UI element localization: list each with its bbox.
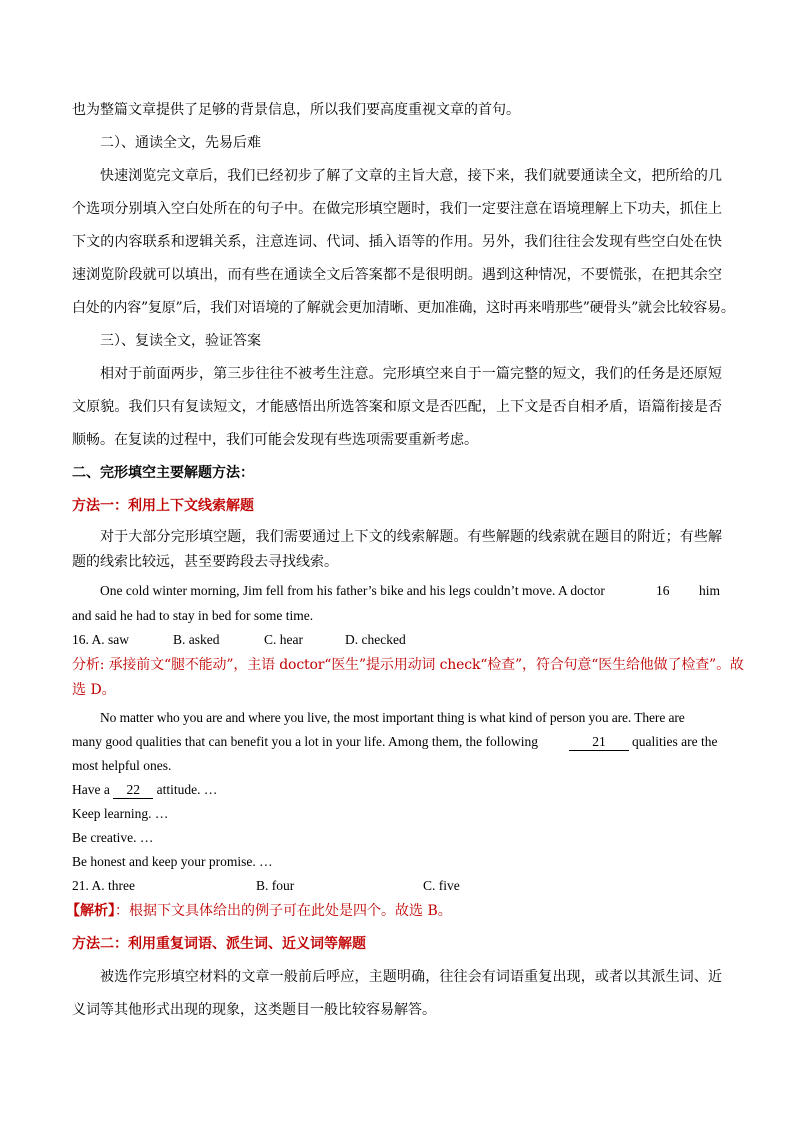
option: 21. A. three	[72, 878, 135, 893]
blank-number: 22	[113, 782, 153, 799]
paragraph-line: 个选项分别填入空白处所在的句子中。在做完形填空题时，我们一定要注意在语境理解上下功夫，抓住上	[72, 201, 722, 217]
example-line: Keep learning. …	[72, 806, 169, 821]
example-line: most helpful ones.	[72, 758, 172, 773]
paragraph-line: 题的线索比较远，甚至要跨段去寻找线索。	[72, 554, 338, 570]
paragraph-line: 对于大部分完形填空题，我们需要通过上下文的线索解题。有些解题的线索就在题目的附近；有些解	[100, 529, 722, 545]
example-line: and said he had to stay in bed for some time.	[72, 608, 314, 623]
example-line	[72, 780, 217, 800]
section-heading: 二）、通读全文，先易后难	[100, 135, 261, 151]
analysis-text: ：根据下文具体给出的例子可在此处是四个。故选 B。	[115, 903, 452, 919]
example-text: attitude. …	[156, 782, 218, 797]
analysis-line: 选 D。	[72, 682, 116, 698]
example-line: No matter who you are and where you live, the most important thing is what kind of person you are. There are	[100, 710, 685, 725]
option: D. checked	[345, 632, 406, 647]
section-heading: 三）、复读全文，验证答案	[100, 333, 261, 349]
example-text: Have a	[72, 782, 110, 797]
example-line	[100, 581, 605, 601]
paragraph-line: 相对于前面两步，第三步往往不被考生注意。完形填空来自于一篇完整的短文，我们的任务是还原短	[100, 366, 722, 382]
blank-21	[569, 732, 629, 752]
method-heading: 方法二：利用重复词语、派生词、近义词等解题	[72, 936, 366, 952]
analysis-line: 分析: 承接前文“腿不能动”，主语 doctor“医生”提示用动词 check“检查”，符合句意“医生给他做了检查”。故	[72, 657, 744, 673]
paragraph-line: 义词等其他形式出现的现象，这类题目一般比较容易解答。	[72, 1002, 436, 1018]
option: C. five	[423, 878, 460, 893]
option: 16. A. saw	[72, 632, 129, 647]
blank-number: 16	[656, 583, 670, 598]
example-text: qualities are the	[632, 734, 718, 749]
option: C. hear	[264, 632, 303, 647]
example-line: Be creative. …	[72, 830, 154, 845]
paragraph-line: 白处的内容”复原”后，我们对语境的了解就会更加清晰、更加准确，这时再来啃那些”硬骨头”就会比较容易。	[72, 300, 735, 316]
paragraph-line: 顺畅。在复读的过程中，我们可能会发现有些选项需要重新考虑。	[72, 432, 478, 448]
paragraph-line: 快速浏览完文章后，我们已经初步了解了文章的主旨大意，接下来，我们就要通读全文，把所给的几	[100, 168, 722, 184]
example-line: many good qualities that can benefit you a lot in your life. Among them, the following	[72, 734, 539, 749]
section-heading: 二、完形填空主要解题方法：	[72, 465, 254, 481]
method-heading: 方法一：利用上下文线索解题	[72, 498, 254, 514]
example-text: him	[699, 583, 721, 598]
paragraph-line: 被选作完形填空材料的文章一般前后呼应，主题明确，往往会有词语重复出现，或者以其派生词、近	[100, 969, 722, 985]
analysis-label: 【解析】	[66, 903, 115, 919]
paragraph-line: 文原貌。我们只有复读短文，才能感悟出所选答案和原文是否匹配，上下文是否自相矛盾，语篇衔接是否	[72, 399, 722, 415]
paragraph-line: 下文的内容联系和逻辑关系，注意连词、代词、插入语等的作用。另外，我们往往会发现有些空白处在快	[72, 234, 722, 250]
paragraph-line: 也为整篇文章提供了足够的背景信息，所以我们要高度重视文章的首句。	[72, 102, 520, 118]
analysis-line	[66, 901, 452, 921]
paragraph-line: 速浏览阶段就可以填出，而有些在通读全文后答案都不是很明朗。遇到这种情况，不要慌张，在把其余空	[72, 267, 722, 283]
option: B. four	[256, 878, 295, 893]
example-text: One cold winter morning, Jim fell from his father’s bike and his legs couldn’t move. A doctor	[100, 583, 605, 598]
blank-number: 21	[569, 734, 629, 751]
example-line: Be honest and keep your promise. …	[72, 854, 273, 869]
option: B. asked	[173, 632, 220, 647]
